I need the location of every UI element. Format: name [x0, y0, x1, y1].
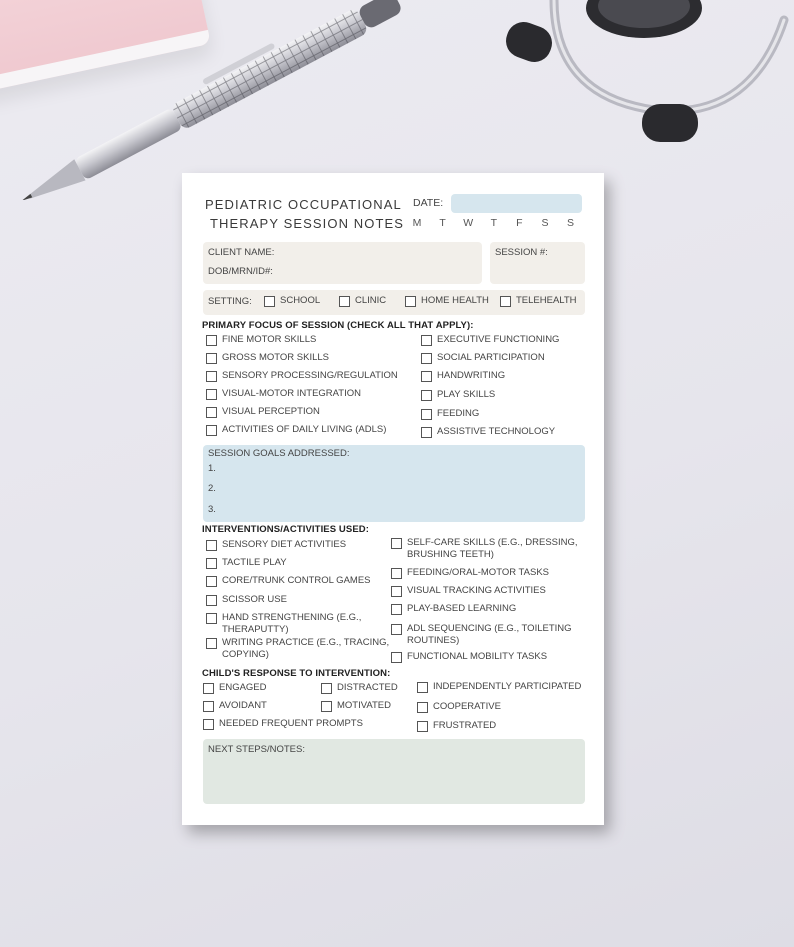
form-title-line2: THERAPY SESSION NOTES: [210, 216, 405, 231]
checkbox[interactable]: [421, 409, 432, 420]
setting-option-home-health[interactable]: HOME HEALTH: [405, 295, 489, 307]
focus-item[interactable]: SOCIAL PARTICIPATION: [421, 352, 545, 364]
intervention-item[interactable]: WRITING PRACTICE (E.G., TRACING, COPYING): [206, 637, 396, 661]
day-wednesday[interactable]: W: [463, 217, 474, 229]
interventions-heading: INTERVENTIONS/ACTIVITIES USED:: [202, 524, 369, 535]
checkbox[interactable]: [500, 296, 511, 307]
stethoscope-illustration: [494, 0, 794, 160]
checkbox[interactable]: [203, 683, 214, 694]
response-item[interactable]: ENGAGED: [203, 682, 267, 694]
checkbox[interactable]: [391, 604, 402, 615]
focus-item[interactable]: ACTIVITIES OF DAILY LIVING (ADLS): [206, 424, 386, 436]
checkbox[interactable]: [206, 576, 217, 587]
focus-item[interactable]: EXECUTIVE FUNCTIONING: [421, 334, 559, 346]
focus-item[interactable]: VISUAL PERCEPTION: [206, 406, 320, 418]
weekday-row: [411, 217, 577, 229]
focus-item[interactable]: SENSORY PROCESSING/REGULATION: [206, 370, 398, 382]
checkbox[interactable]: [206, 371, 217, 382]
date-label: DATE:: [413, 197, 444, 209]
checkbox[interactable]: [206, 335, 217, 346]
checkbox[interactable]: [417, 721, 428, 732]
response-item[interactable]: COOPERATIVE: [417, 701, 501, 713]
checkbox[interactable]: [264, 296, 275, 307]
checkbox[interactable]: [206, 353, 217, 364]
checkbox[interactable]: [206, 540, 217, 551]
intervention-item[interactable]: HAND STRENGTHENING (E.G., THERAPUTTY): [206, 612, 376, 636]
day-monday[interactable]: M: [412, 217, 422, 229]
setting-box: [203, 290, 585, 315]
intervention-item[interactable]: FEEDING/ORAL-MOTOR TASKS: [391, 567, 549, 579]
session-goals-label: SESSION GOALS ADDRESSED:: [208, 448, 350, 459]
response-item[interactable]: NEEDED FREQUENT PROMPTS: [203, 718, 363, 730]
checkbox[interactable]: [391, 538, 402, 549]
next-steps-box[interactable]: [203, 739, 585, 804]
checkbox[interactable]: [206, 389, 217, 400]
goal-number: 3.: [208, 504, 216, 515]
checkbox[interactable]: [391, 586, 402, 597]
intervention-item[interactable]: CORE/TRUNK CONTROL GAMES: [206, 575, 371, 587]
intervention-item[interactable]: VISUAL TRACKING ACTIVITIES: [391, 585, 546, 597]
intervention-item[interactable]: ADL SEQUENCING (E.G., TOILETING ROUTINES): [391, 623, 581, 647]
intervention-item[interactable]: SCISSOR USE: [206, 594, 287, 606]
checkbox[interactable]: [405, 296, 416, 307]
checkbox[interactable]: [391, 568, 402, 579]
day-tuesday[interactable]: T: [439, 217, 446, 229]
day-saturday[interactable]: S: [541, 217, 549, 229]
setting-label: SETTING:: [208, 296, 252, 307]
response-item[interactable]: DISTRACTED: [321, 682, 398, 694]
day-thursday[interactable]: T: [490, 217, 497, 229]
checkbox[interactable]: [417, 682, 428, 693]
checkbox[interactable]: [206, 638, 217, 649]
checkbox[interactable]: [417, 702, 428, 713]
session-number-box[interactable]: [490, 242, 585, 284]
session-number-label: SESSION #:: [495, 247, 548, 258]
focus-item[interactable]: FEEDING: [421, 408, 479, 420]
day-friday[interactable]: F: [516, 217, 523, 229]
focus-item[interactable]: GROSS MOTOR SKILLS: [206, 352, 329, 364]
checkbox[interactable]: [391, 652, 402, 663]
checkbox[interactable]: [203, 719, 214, 730]
response-heading: CHILD'S RESPONSE TO INTERVENTION:: [202, 668, 391, 679]
response-item[interactable]: AVOIDANT: [203, 700, 267, 712]
focus-item[interactable]: FINE MOTOR SKILLS: [206, 334, 316, 346]
client-name-label: CLIENT NAME:: [208, 247, 275, 258]
response-item[interactable]: FRUSTRATED: [417, 720, 496, 732]
session-notes-form: [182, 173, 604, 825]
checkbox[interactable]: [206, 425, 217, 436]
checkbox[interactable]: [203, 701, 214, 712]
checkbox[interactable]: [206, 558, 217, 569]
setting-option-school[interactable]: SCHOOL: [264, 295, 320, 307]
date-field[interactable]: [451, 194, 582, 213]
intervention-item[interactable]: TACTILE PLAY: [206, 557, 287, 569]
day-sunday[interactable]: S: [567, 217, 575, 229]
goal-number: 1.: [208, 463, 216, 474]
checkbox[interactable]: [321, 683, 332, 694]
next-steps-label: NEXT STEPS/NOTES:: [208, 744, 305, 755]
intervention-item[interactable]: PLAY-BASED LEARNING: [391, 603, 516, 615]
checkbox[interactable]: [421, 390, 432, 401]
intervention-item[interactable]: SELF-CARE SKILLS (E.G., DRESSING, BRUSHING TEETH): [391, 537, 581, 561]
checkbox[interactable]: [421, 335, 432, 346]
form-title-line1: PEDIATRIC OCCUPATIONAL: [205, 197, 402, 212]
session-goals-box[interactable]: [203, 445, 585, 522]
primary-focus-heading: PRIMARY FOCUS OF SESSION (CHECK ALL THAT APPLY):: [202, 320, 474, 331]
pen-illustration: [0, 0, 460, 200]
setting-option-telehealth[interactable]: TELEHEALTH: [500, 295, 577, 307]
intervention-item[interactable]: FUNCTIONAL MOBILITY TASKS: [391, 651, 547, 663]
checkbox[interactable]: [339, 296, 350, 307]
client-info-box[interactable]: [203, 242, 482, 284]
checkbox[interactable]: [206, 613, 217, 624]
checkbox[interactable]: [391, 624, 402, 635]
checkbox[interactable]: [206, 407, 217, 418]
goal-number: 2.: [208, 483, 216, 494]
checkbox[interactable]: [421, 353, 432, 364]
checkbox[interactable]: [321, 701, 332, 712]
focus-item[interactable]: ASSISTIVE TECHNOLOGY: [421, 426, 555, 438]
checkbox[interactable]: [421, 371, 432, 382]
setting-option-clinic[interactable]: CLINIC: [339, 295, 386, 307]
response-item[interactable]: MOTIVATED: [321, 700, 391, 712]
focus-item[interactable]: HANDWRITING: [421, 370, 505, 382]
dob-label: DOB/MRN/ID#:: [208, 266, 273, 277]
focus-item[interactable]: PLAY SKILLS: [421, 389, 495, 401]
intervention-item[interactable]: SENSORY DIET ACTIVITIES: [206, 539, 346, 551]
response-item[interactable]: INDEPENDENTLY PARTICIPATED: [417, 681, 581, 693]
focus-item[interactable]: VISUAL-MOTOR INTEGRATION: [206, 388, 361, 400]
checkbox[interactable]: [206, 595, 217, 606]
checkbox[interactable]: [421, 427, 432, 438]
